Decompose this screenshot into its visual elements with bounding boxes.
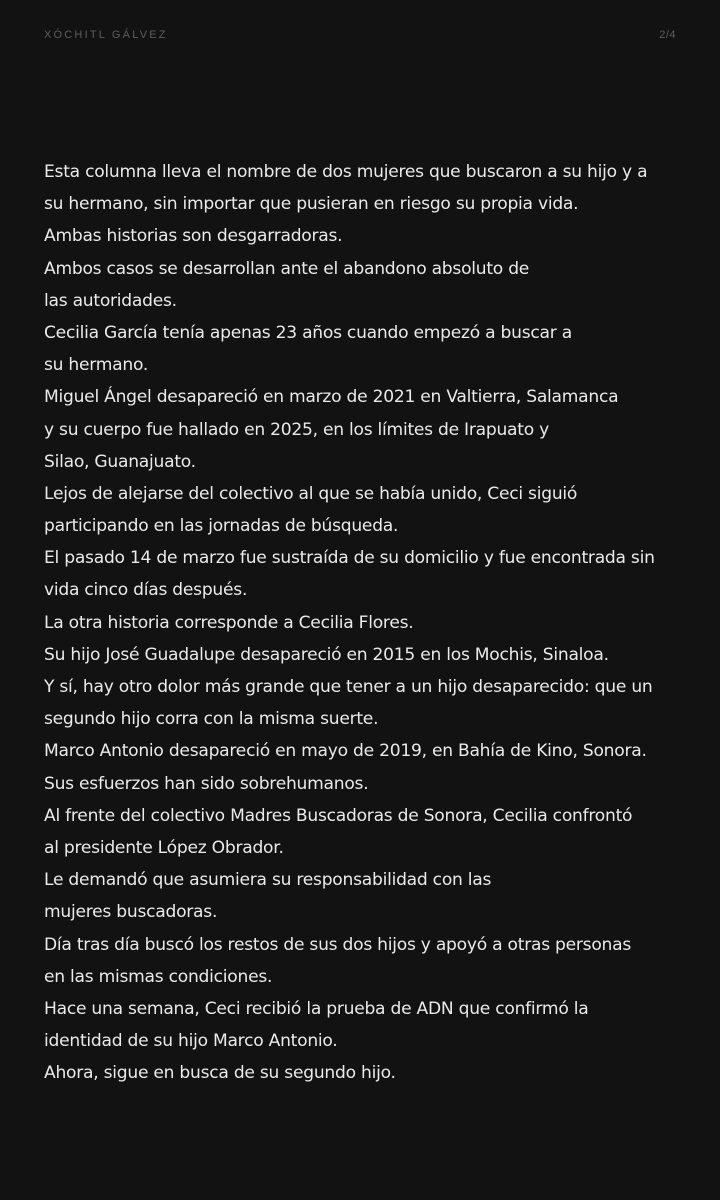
- text-line: mujeres buscadoras.: [44, 902, 218, 923]
- text-line: Y sí, hay otro dolor más grande que tener a un hijo desaparecido: que un: [44, 677, 653, 697]
- text-line: al presidente López Obrador.: [44, 837, 284, 858]
- text-line: Ambos casos se desarrollan ante el abandono absoluto de: [44, 258, 530, 279]
- text-line: Esta columna lleva el nombre de dos mujeres que buscaron a su hijo y a: [44, 162, 648, 182]
- text-line: en las mismas condiciones.: [44, 966, 273, 987]
- text-line: Ahora, sigue en busca de su segundo hijo.: [44, 1063, 396, 1084]
- text-line: y su cuerpo fue hallado en 2025, en los límites de Irapuato y: [44, 419, 549, 440]
- text-line: Día tras día buscó los restos de sus dos hijos y apoyó a otras personas: [44, 934, 632, 955]
- text-line: identidad de su hijo Marco Antonio.: [44, 1031, 338, 1052]
- text-line: Silao, Guanajuato.: [44, 451, 196, 472]
- text-line: segundo hijo corra con la misma suerte.: [44, 709, 379, 730]
- text-line: Sus esfuerzos han sido sobrehumanos.: [44, 773, 369, 794]
- text-line: Su hijo José Guadalupe desapareció en 2015 en los Mochis, Sinaloa.: [44, 644, 609, 665]
- text-line: Ambas historias son desgarradoras.: [44, 226, 343, 247]
- text-line: Al frente del colectivo Madres Buscadoras de Sonora, Cecilia confrontó: [44, 805, 633, 826]
- text-line: Lejos de alejarse del colectivo al que se había unido, Ceci siguió: [44, 483, 578, 504]
- text-line: Le demandó que asumiera su responsabilidad con las: [44, 870, 492, 891]
- article-body: [44, 156, 684, 1089]
- text-line: La otra historia corresponde a Cecilia Flores.: [44, 612, 414, 633]
- text-line: vida cinco días después.: [44, 580, 248, 601]
- text-line: El pasado 14 de marzo fue sustraída de su domicilio y fue encontrada sin: [44, 548, 655, 569]
- page-header: [44, 29, 676, 45]
- author-name: XÓCHITL GÁLVEZ: [44, 29, 168, 41]
- text-line: su hermano, sin importar que pusieran en riesgo su propia vida.: [44, 194, 579, 215]
- text-line: Cecilia García tenía apenas 23 años cuando empezó a buscar a: [44, 322, 572, 343]
- page-number: 2/4: [659, 29, 676, 41]
- text-line: las autoridades.: [44, 290, 177, 311]
- text-line: Marco Antonio desapareció en mayo de 2019, en Bahía de Kino, Sonora.: [44, 741, 647, 762]
- text-line: Miguel Ángel desapareció en marzo de 2021 en Valtierra, Salamanca: [44, 387, 619, 408]
- text-line: participando en las jornadas de búsqueda.: [44, 516, 399, 537]
- text-line: Hace una semana, Ceci recibió la prueba de ADN que confirmó la: [44, 998, 589, 1019]
- text-line: su hermano.: [44, 355, 149, 376]
